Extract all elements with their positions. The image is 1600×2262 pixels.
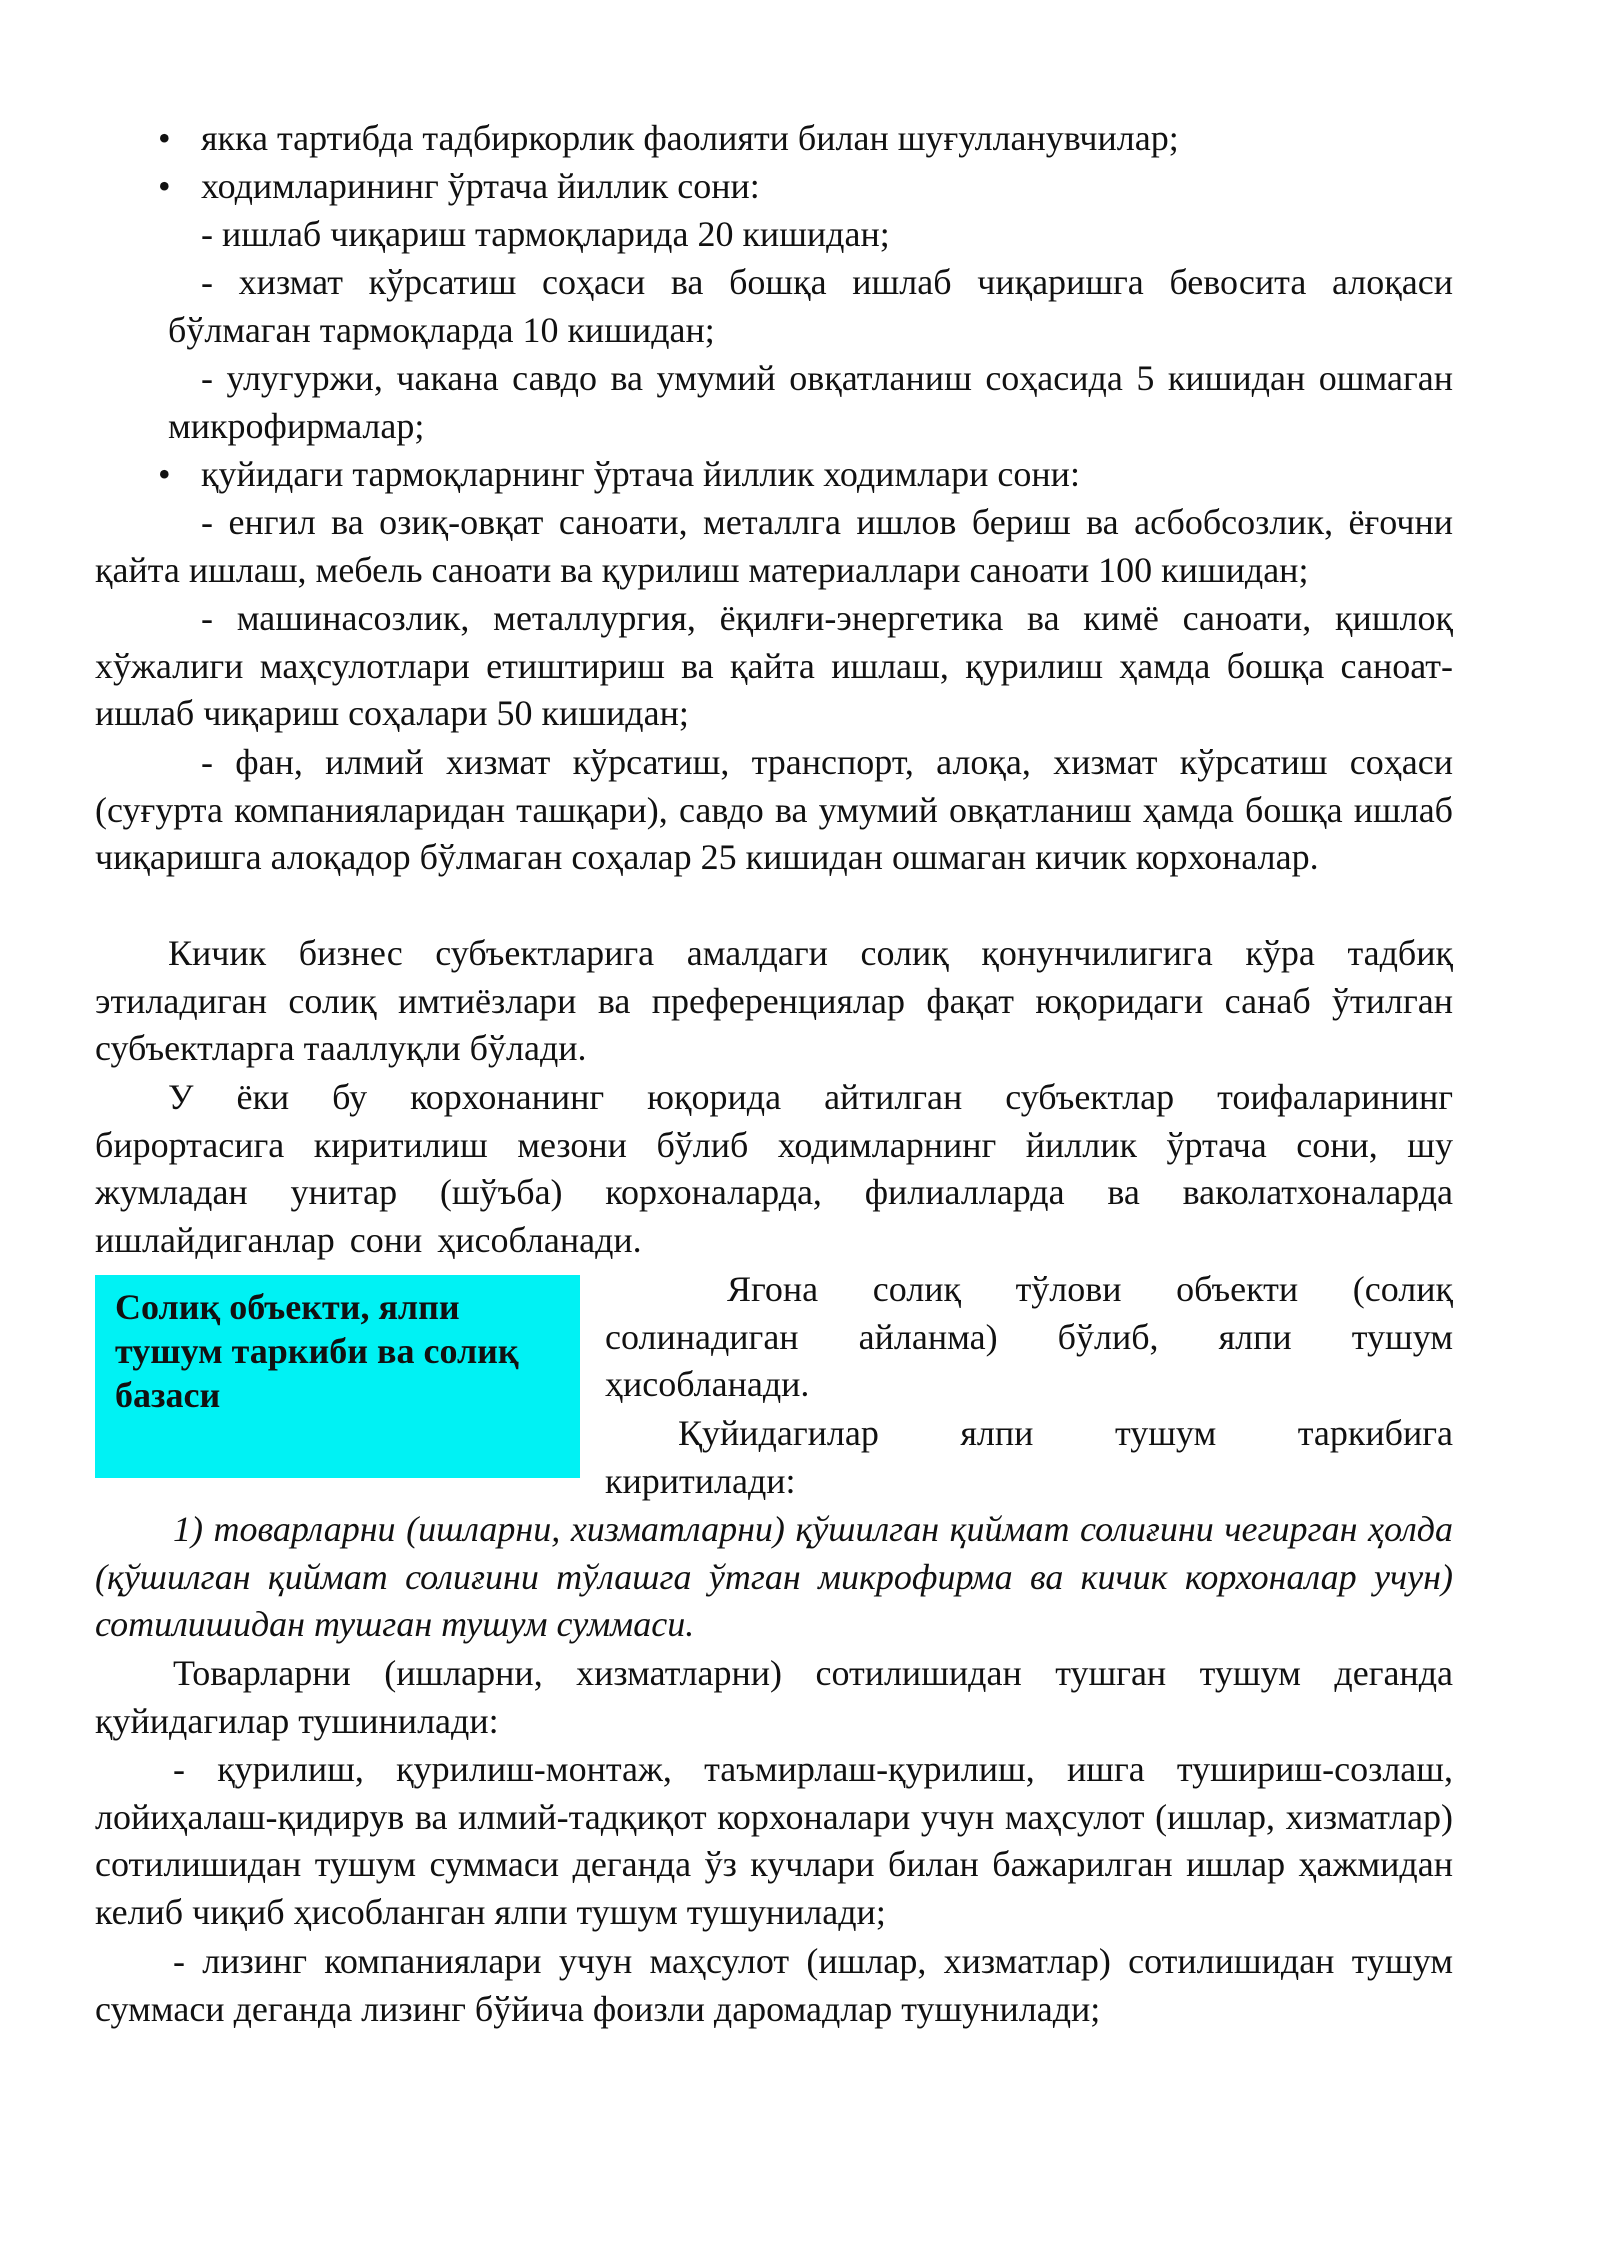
- paragraph: Кичик бизнес субъектларига амалдаги солиқ қонунчилигига кўра тадбиқ этиладиган солиқ имтиёзлари ва преференциялар фақат юқоридаги санаб ўтилган субъектларга тааллуқли бўлади.: [95, 933, 1453, 1069]
- bullet-marker: •: [158, 118, 171, 158]
- sub-item-line: - машинасозлик, металлургия, ёқилғи-энергетика ва кимё саноати, қишлоқ хўжалиги маҳсулотлари етиштириш ва қайта ишлаш, қурилиш ҳамда бошқа саноат-ишлаб чиқариш соҳалари 50 кишидан;: [95, 598, 1453, 734]
- sub-item-line: - ишлаб чиқариш тармоқларида 20 кишидан;: [201, 214, 890, 254]
- bullet-item: [158, 451, 1453, 499]
- italic-paragraph: 1) товарларни (ишларни, хизматларни) қўшилган қиймат солиғини чегирган ҳолда (қўшилган қиймат солиғини тўлашга ўтган микрофирма ва кичик корхоналар учун) сотилишидан тушган тушум суммаси.: [95, 1509, 1453, 1645]
- section-heading-box: [95, 1275, 580, 1478]
- paragraph: Товарларни (ишларни, хизматларни) сотилишидан тушган тушум деганда қуйидагилар тушинилади:: [95, 1653, 1453, 1741]
- sub-item-line: - фан, илмий хизмат кўрсатиш, транспорт, алоқа, хизмат кўрсатиш соҳаси (суғурта компанияларидан ташқари), савдо ва умумий овқатланиш ҳамда бошқа ишлаб чиқаришга алоқадор бўлмаган соҳалар 25 кишидан ошмаган кичик корхоналар.: [95, 742, 1453, 878]
- paragraph: - лизинг компаниялари учун маҳсулот (ишлар, хизматлар) сотилишидан тушум суммаси деганда лизинг бўйича фоизли даромадлар тушунилади;: [95, 1941, 1453, 2029]
- bullet-text: якка тартибда тадбиркорлик фаолияти билан шуғулланувчилар;: [201, 118, 1179, 158]
- sub-item-line: - енгил ва озиқ-овқат саноати, металлга ишлов бериш ва асбобсозлик, ёғочни қайта ишлаш, мебель саноати ва қурилиш материаллари саноати 100 кишидан;: [95, 502, 1453, 590]
- bullet-item: [158, 163, 1453, 211]
- bullet-text: қуйидаги тармоқларнинг ўртача йиллик ходимлари сони:: [201, 454, 1080, 494]
- paragraph: Ягона солиқ тўлови объекти (солиқ солинадиган айланма) бўлиб, ялпи тушум ҳисобланади.: [605, 1269, 1453, 1405]
- bullet-item: [158, 115, 1453, 163]
- paragraph: У ёки бу корхонанинг юқорида айтилган субъектлар тоифаларининг бирортасига киритилиш мезони бўлиб ходимларнинг йиллик ўртача сони, шу жумладан унитар (шўъба) корхоналарда, филиалларда ва ваколатхоналарда ишлайдиганлар сони ҳисобланади.: [95, 1077, 1453, 1260]
- sub-item-line: - хизмат кўрсатиш соҳаси ва бошқа ишлаб чиқаришга бевосита алоқаси бўлмаган тармоқларда 10 кишидан;: [168, 262, 1453, 350]
- bullet-marker: •: [158, 166, 171, 206]
- section-heading: Солиқ объекти, ялпи тушум таркиби ва солиқ базаси: [115, 1287, 519, 1415]
- bullet-marker: •: [158, 454, 171, 494]
- sub-item-line: - улугуржи, чакана савдо ва умумий овқатланиш соҳасида 5 кишидан ошмаган микрофирмалар;: [168, 358, 1453, 446]
- bullet-text: ходимларининг ўртача йиллик сони:: [201, 166, 760, 206]
- paragraph: Қуйидагилар ялпи тушум таркибига киритилади:: [605, 1413, 1453, 1501]
- paragraph: - қурилиш, қурилиш-монтаж, таъмирлаш-қурилиш, ишга тушириш-созлаш, лойиҳалаш-қидирув ва илмий-тадқиқот корхоналари учун маҳсулот (ишлар, хизматлар) сотилишидан тушум суммаси деганда ўз кучлари билан бажарилган ишлар ҳажмидан келиб чиқиб ҳисобланган ялпи тушум тушунилади;: [95, 1749, 1453, 1932]
